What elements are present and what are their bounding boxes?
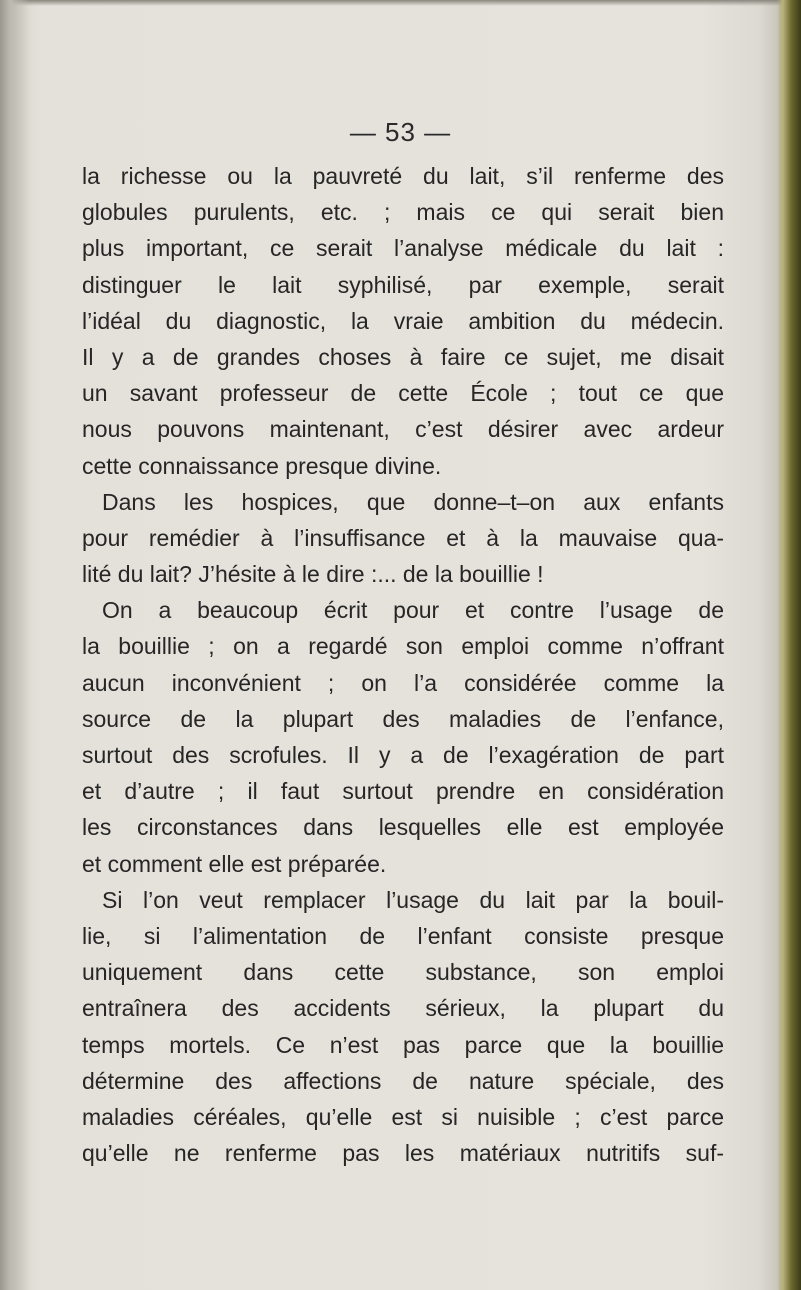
text-line: distinguer le lait syphilisé, par exemple, serait	[82, 271, 724, 298]
text-line: la bouillie ; on a regardé son emploi comme n’offrant	[82, 633, 724, 660]
page-right-edge	[777, 0, 801, 1290]
text-line: un savant professeur de cette École ; tout ce que	[82, 380, 724, 407]
text-line: pour remédier à l’insuffisance et à la mauvaise qua-	[82, 524, 724, 551]
text-line: cette connaissance presque divine.	[82, 452, 442, 479]
text-line: globules purulents, etc. ; mais ce qui serait bien	[82, 199, 724, 226]
text-line: Il y a de grandes choses à faire ce sujet, me disait	[82, 343, 724, 370]
text-line: les circonstances dans lesquelles elle est employée	[82, 814, 724, 841]
text-line: entraînera des accidents sérieux, la plupart du	[82, 995, 724, 1022]
text-line: source de la plupart des maladies de l’enfance,	[82, 705, 724, 732]
page-left-shadow	[0, 0, 30, 1290]
text-line: aucun inconvénient ; on l’a considérée comme la	[82, 669, 724, 696]
text-line: lité du lait? J’hésite à le dire :... de la bouillie !	[82, 561, 544, 588]
text-line: l’idéal du diagnostic, la vraie ambition du médecin.	[82, 307, 724, 334]
text-line: surtout des scrofules. Il y a de l’exagération de part	[82, 742, 724, 768]
text-line: lie, si l’alimentation de l’enfant consiste presque	[82, 922, 724, 949]
text-line: nous pouvons maintenant, c’est désirer avec ardeur	[82, 416, 724, 443]
text-line: la richesse ou la pauvreté du lait, s’il renferme des	[82, 163, 724, 189]
text-line: Si l’on veut remplacer l’usage du lait par la bouil-	[102, 886, 724, 913]
text-line: uniquement dans cette substance, son emploi	[82, 959, 724, 986]
text-line: temps mortels. Ce n’est pas parce que la bouillie	[82, 1031, 724, 1058]
text-line: et comment elle est préparée.	[82, 850, 387, 877]
text-line: détermine des affections de nature spéciale, des	[82, 1067, 724, 1094]
text-line: et d’autre ; il faut surtout prendre en considération	[82, 778, 724, 805]
text-line: plus important, ce serait l’analyse médicale du lait :	[82, 235, 724, 262]
text-line: qu’elle ne renferme pas les matériaux nutritifs suf-	[82, 1140, 724, 1167]
text-line: maladies céréales, qu’elle est si nuisible ; c’est parce	[82, 1103, 724, 1130]
body-text	[82, 158, 724, 1171]
text-line: Dans les hospices, que donne–t–on aux enfants	[102, 488, 724, 515]
page-top-edge	[0, 0, 801, 6]
page-number: — 53 —	[349, 117, 452, 147]
text-line: On a beaucoup écrit pour et contre l’usage de	[102, 597, 724, 624]
